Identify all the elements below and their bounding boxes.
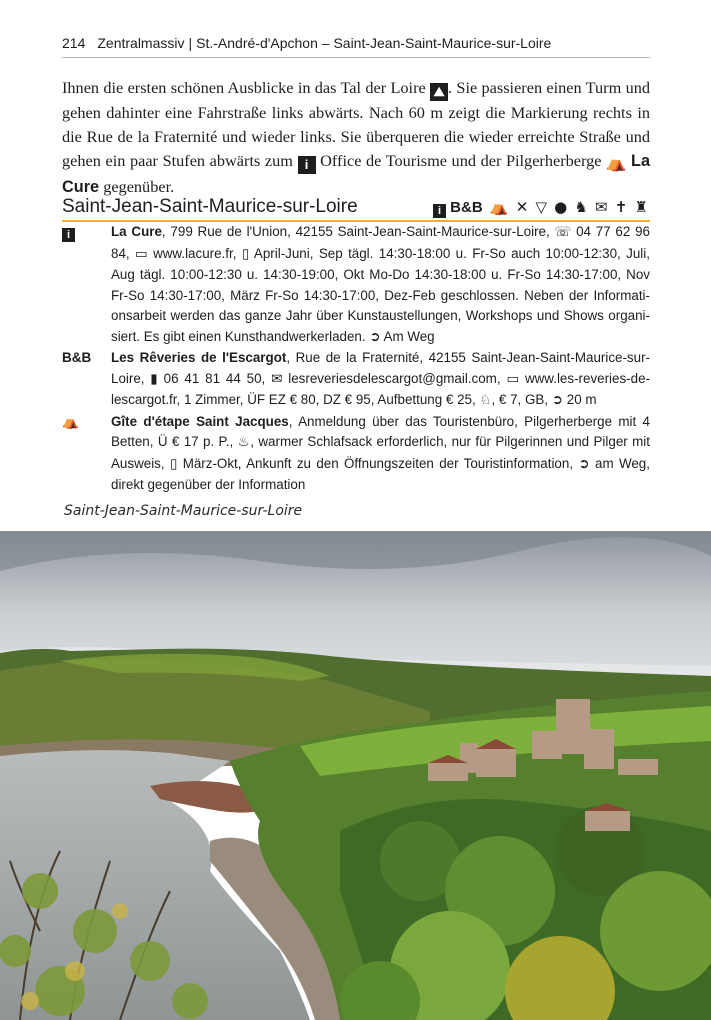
entry-text-1: , Anmeldung über das Touristenbüro, Pilgerherberge mit 4 Betten, Ü € 17 p. P.,: [111, 413, 650, 449]
entry-gite-saint-jacques: [62, 412, 650, 496]
entry-details-2: , € 7, GB,: [491, 392, 549, 407]
entry-reveries: [62, 348, 650, 412]
entry-name: La Cure: [111, 224, 162, 239]
entry-marker: [62, 222, 75, 243]
tower-icon: ♜: [634, 198, 648, 216]
intro-text-3: Office de Tourisme und der Pilgerherberge: [320, 151, 602, 170]
door-icon: ▯: [241, 246, 250, 262]
section-title: Saint-Jean-Saint-Maurice-sur-Loire: [62, 196, 358, 217]
entry-phone: 04 77 62 96 84,: [111, 224, 650, 261]
water-icon: ●: [554, 198, 568, 216]
hostel-icon: ⛺: [489, 198, 509, 216]
dog-icon: ♘: [479, 393, 492, 408]
running-head: [62, 35, 650, 58]
door-icon: ▯: [169, 456, 178, 472]
entry-name: Les Rêveries de l'Escargot: [111, 350, 287, 365]
arrow-icon: ➲: [369, 329, 381, 345]
restaurant-icon: ✕: [515, 198, 529, 216]
info-icon: i: [298, 156, 316, 174]
info-icon: i: [62, 228, 75, 242]
church-icon: ✝: [614, 198, 628, 216]
bar-icon: ▽: [535, 198, 547, 216]
computer-icon: ▭: [135, 246, 148, 262]
entry-website[interactable]: www.lacure.fr,: [153, 245, 237, 261]
entry-hours: April-Juni, Sep tägl. 14:30-18:00 u. Fr-So auch 10:00-12:30, Juli, Aug tägl. 10:00-12:30 u. 14:30-19:00, Okt Mo-Do 14:30-18:00 u. Fr-So 14:30-17:00, Nov Fr-So 14:30-17:00, März Fr-So 14:30-17:00, Dez-Feb geschlossen. Neben der Informationsarbeit werden das ganze Jahr über Kunstaustellungen, Workshops und Shows organisiert. Es gibt einen Kunsthandwerkerladen.: [111, 245, 650, 344]
entry-address: , Rue de la Fraternité, 42155 Saint-Jean-Saint-Maurice-sur-Loire,: [111, 350, 650, 386]
bb-label: B&B: [450, 199, 483, 216]
computer-icon: ▭: [506, 371, 520, 387]
head-separator: |: [188, 35, 193, 51]
photo-caption: Saint-Jean-Saint-Maurice-sur-Loire: [64, 503, 303, 519]
entry-text-4: am Weg, direkt gegenüber der Information: [111, 455, 650, 492]
hiker-icon: ♞: [574, 198, 588, 216]
viewpoint-icon: ⛰: [430, 83, 448, 101]
intro-text-1: Ihnen die ersten schönen Ausblicke in das Tal der Loire: [62, 78, 426, 97]
region-name: Zentralmassiv: [97, 35, 185, 51]
arrow-icon: ➲: [551, 393, 564, 408]
phone-icon: ☏: [554, 225, 572, 240]
entry-website[interactable]: www.les-reveries-delescargot.fr,: [111, 370, 650, 407]
intro-paragraph: [62, 76, 650, 199]
section-icons: [430, 198, 648, 218]
entry-email[interactable]: lesreveriesdelescargot@gmail.com,: [288, 370, 501, 386]
section-header: [62, 196, 650, 222]
entry-la-cure: [62, 222, 650, 348]
hostel-icon: ⛺: [62, 413, 79, 430]
entry-name: Gîte d'étape Saint Jacques: [111, 413, 289, 429]
intro-text-2: . Sie passieren einen Turm und gehen dahinter eine Fahrstraße links abwärts. Nach 60 m zeigt die Markierung rechts in die Rue de la Fraternité und wieder links. Sie überqueren die wieder erreichte Straße und gehen ein paar Stufen abwärts zum: [62, 78, 650, 170]
hostel-name: La Cure: [62, 152, 651, 196]
info-icon: i: [433, 204, 446, 218]
entry-distance: 20 m: [566, 392, 597, 407]
entries-list: [62, 222, 650, 496]
entry-text-2: , warmer Schlafsack erforderlich, nur für Pilgerinnen und Pilger mit Ausweis,: [111, 434, 650, 471]
entry-text-3: März-Okt, Ankunft zu den Öffnungszeiten der Touristinformation,: [182, 455, 574, 471]
entry-mobile: 06 41 81 44 50,: [163, 370, 266, 386]
entry-details: 1 Zimmer, ÜF EZ € 80, DZ € 95, Aufbettung € 25,: [183, 392, 476, 407]
stage-name: St.-André-d'Apchon – Saint-Jean-Saint-Maurice-sur-Loire: [196, 35, 552, 51]
landscape-photo: [0, 531, 711, 1020]
post-icon: ✉: [595, 198, 608, 216]
hostel-icon: ⛺: [606, 153, 627, 172]
page-number: 214: [62, 35, 86, 51]
arrow-icon: ➲: [578, 456, 590, 472]
mobile-icon: ▮: [150, 371, 158, 387]
kitchen-icon: ♨: [237, 435, 251, 450]
intro-text-4: gegenüber.: [103, 177, 175, 196]
email-icon: ✉: [271, 371, 283, 387]
entry-distance: Am Weg: [383, 328, 435, 344]
entry-marker: B&B: [62, 350, 92, 365]
entry-address: , 799 Rue de l'Union, 42155 Saint-Jean-Saint-Maurice-sur-Loire,: [161, 224, 550, 239]
